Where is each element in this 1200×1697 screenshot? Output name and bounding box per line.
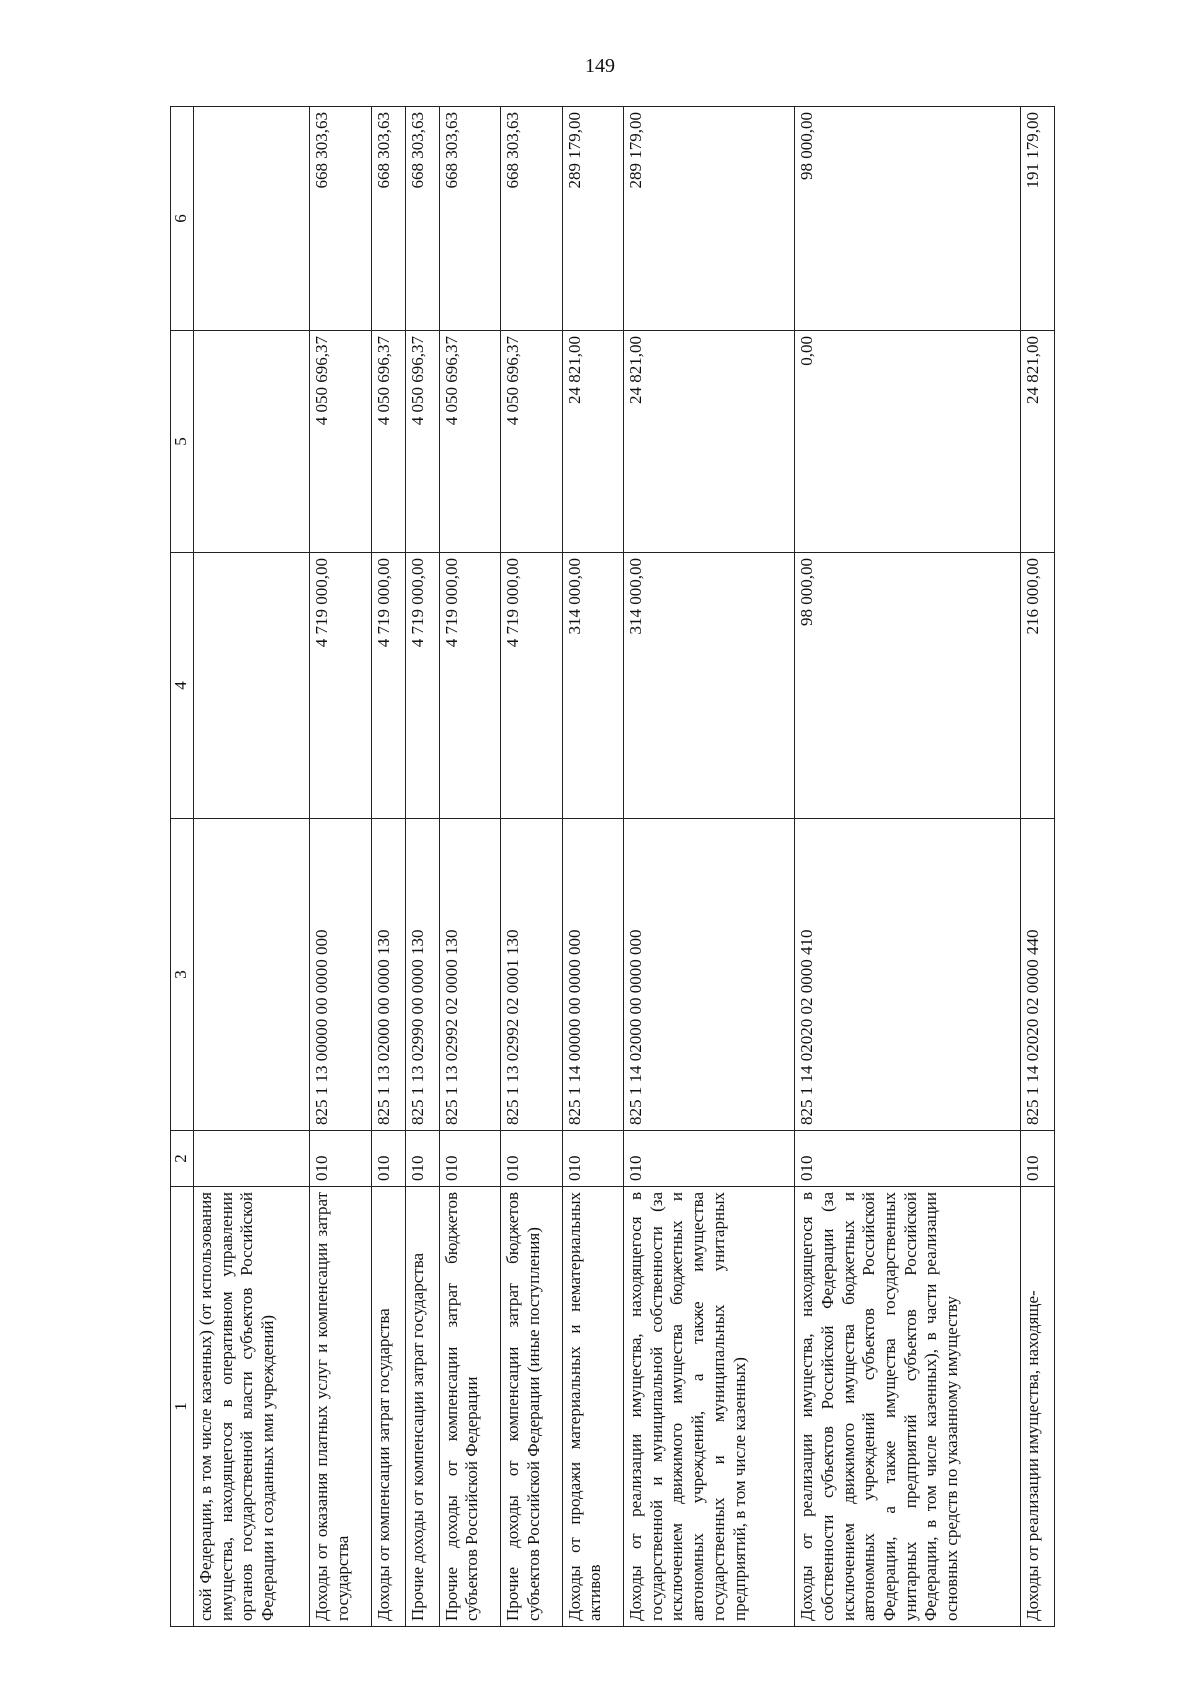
row-line-code: 010: [501, 1131, 562, 1187]
row-executed-amount: 24 821,00: [1020, 331, 1054, 553]
row-line-code: 010: [623, 1131, 794, 1187]
row-executed-amount: [194, 331, 310, 553]
row-budget-code: 825 1 13 02990 00 0000 130: [405, 819, 439, 1131]
row-executed-amount: 4 050 696,37: [371, 331, 405, 553]
row-budget-code: 825 1 13 02000 00 0000 130: [371, 819, 405, 1131]
row-description: Доходы от реализации имущества, находяще-: [1020, 1187, 1054, 1627]
row-budget-code: 825 1 14 02020 02 0000 410: [795, 819, 1021, 1131]
row-approved-amount: 314 000,00: [562, 553, 623, 819]
page-number: 149: [585, 55, 615, 77]
row-line-code: 010: [310, 1131, 371, 1187]
row-line-code: [194, 1131, 310, 1187]
row-description: Доходы от компенсации затрат государства: [371, 1187, 405, 1627]
table-row: [439, 107, 500, 1627]
row-executed-amount: 4 050 696,37: [310, 331, 371, 553]
row-description: Прочие доходы от компенсации затрат бюджетов субъектов Российской Федерации (иные поступления): [501, 1187, 562, 1627]
row-unexecuted-amount: [194, 107, 310, 331]
row-line-code: 010: [562, 1131, 623, 1187]
row-unexecuted-amount: 668 303,63: [310, 107, 371, 331]
row-line-code: 010: [795, 1131, 1021, 1187]
row-executed-amount: 0,00: [795, 331, 1021, 553]
rotated-table-container: [170, 107, 1055, 1627]
row-description: Доходы от оказания платных услуг и компенсации затрат государства: [310, 1187, 371, 1627]
row-description: Доходы от реализации имущества, находящегося в государственной и муниципальной собственности (за исключением движимого имущества бюджетных и автономных учреждений, а также имущества государственных и муниципальных унитарных предприятий, в том числе казенных): [623, 1187, 794, 1627]
row-unexecuted-amount: 668 303,63: [371, 107, 405, 331]
row-description: Прочие доходы от компенсации затрат бюджетов субъектов Российской Федерации: [439, 1187, 500, 1627]
row-approved-amount: 98 000,00: [795, 553, 1021, 819]
row-line-code: 010: [371, 1131, 405, 1187]
row-budget-code: 825 1 14 02020 02 0000 440: [1020, 819, 1054, 1131]
row-unexecuted-amount: 668 303,63: [405, 107, 439, 331]
row-unexecuted-amount: 191 179,00: [1020, 107, 1054, 331]
row-description: ской Федерации, в том числе казенных) (от использования имущества, находящегося в оперативном управлении органов государственной власти субъектов Российской Федерации и созданных ими учреждений): [194, 1187, 310, 1627]
row-approved-amount: 216 000,00: [1020, 553, 1054, 819]
table-row: [194, 107, 310, 1627]
row-budget-code: 825 1 13 00000 00 0000 000: [310, 819, 371, 1131]
row-budget-code: [194, 819, 310, 1131]
row-approved-amount: 4 719 000,00: [501, 553, 562, 819]
revenue-table: [170, 106, 1055, 1627]
row-budget-code: 825 1 13 02992 02 0000 130: [439, 819, 500, 1131]
header-col-4: 4: [171, 553, 194, 819]
row-budget-code: 825 1 14 02000 00 0000 000: [623, 819, 794, 1131]
table-row: [310, 107, 371, 1627]
row-approved-amount: 314 000,00: [623, 553, 794, 819]
header-col-3: 3: [171, 819, 194, 1131]
row-executed-amount: 4 050 696,37: [501, 331, 562, 553]
row-approved-amount: 4 719 000,00: [371, 553, 405, 819]
row-description: Доходы от реализации имущества, находящегося в собственности субъектов Российской Федерации (за исключением движимого имущества бюджетных и автономных учреждений субъектов Российской Федерации, а также имущества государственных унитарных предприятий субъектов Российской Федерации, в том числе казенных), в части реализации основных средств по указанному имуществу: [795, 1187, 1021, 1627]
row-budget-code: 825 1 13 02992 02 0001 130: [501, 819, 562, 1131]
table-row: [1020, 107, 1054, 1627]
table-body: [194, 107, 1055, 1627]
row-approved-amount: [194, 553, 310, 819]
row-unexecuted-amount: 289 179,00: [623, 107, 794, 331]
row-description: Доходы от продажи материальных и нематериальных активов: [562, 1187, 623, 1627]
table-header-row: [171, 107, 194, 1627]
row-budget-code: 825 1 14 00000 00 0000 000: [562, 819, 623, 1131]
table-row: [405, 107, 439, 1627]
row-line-code: 010: [405, 1131, 439, 1187]
table-row: [371, 107, 405, 1627]
row-approved-amount: 4 719 000,00: [405, 553, 439, 819]
table-row: [623, 107, 794, 1627]
row-executed-amount: 4 050 696,37: [439, 331, 500, 553]
header-col-6: 6: [171, 107, 194, 331]
table-row: [795, 107, 1021, 1627]
row-description: Прочие доходы от компенсации затрат государства: [405, 1187, 439, 1627]
row-unexecuted-amount: 668 303,63: [501, 107, 562, 331]
header-col-1: 1: [171, 1187, 194, 1627]
row-executed-amount: 24 821,00: [623, 331, 794, 553]
header-col-2: 2: [171, 1131, 194, 1187]
row-unexecuted-amount: 98 000,00: [795, 107, 1021, 331]
row-line-code: 010: [439, 1131, 500, 1187]
header-col-5: 5: [171, 331, 194, 553]
row-approved-amount: 4 719 000,00: [310, 553, 371, 819]
row-unexecuted-amount: 289 179,00: [562, 107, 623, 331]
row-executed-amount: 24 821,00: [562, 331, 623, 553]
table-row: [501, 107, 562, 1627]
row-executed-amount: 4 050 696,37: [405, 331, 439, 553]
table-row: [562, 107, 623, 1627]
row-approved-amount: 4 719 000,00: [439, 553, 500, 819]
row-unexecuted-amount: 668 303,63: [439, 107, 500, 331]
row-line-code: 010: [1020, 1131, 1054, 1187]
